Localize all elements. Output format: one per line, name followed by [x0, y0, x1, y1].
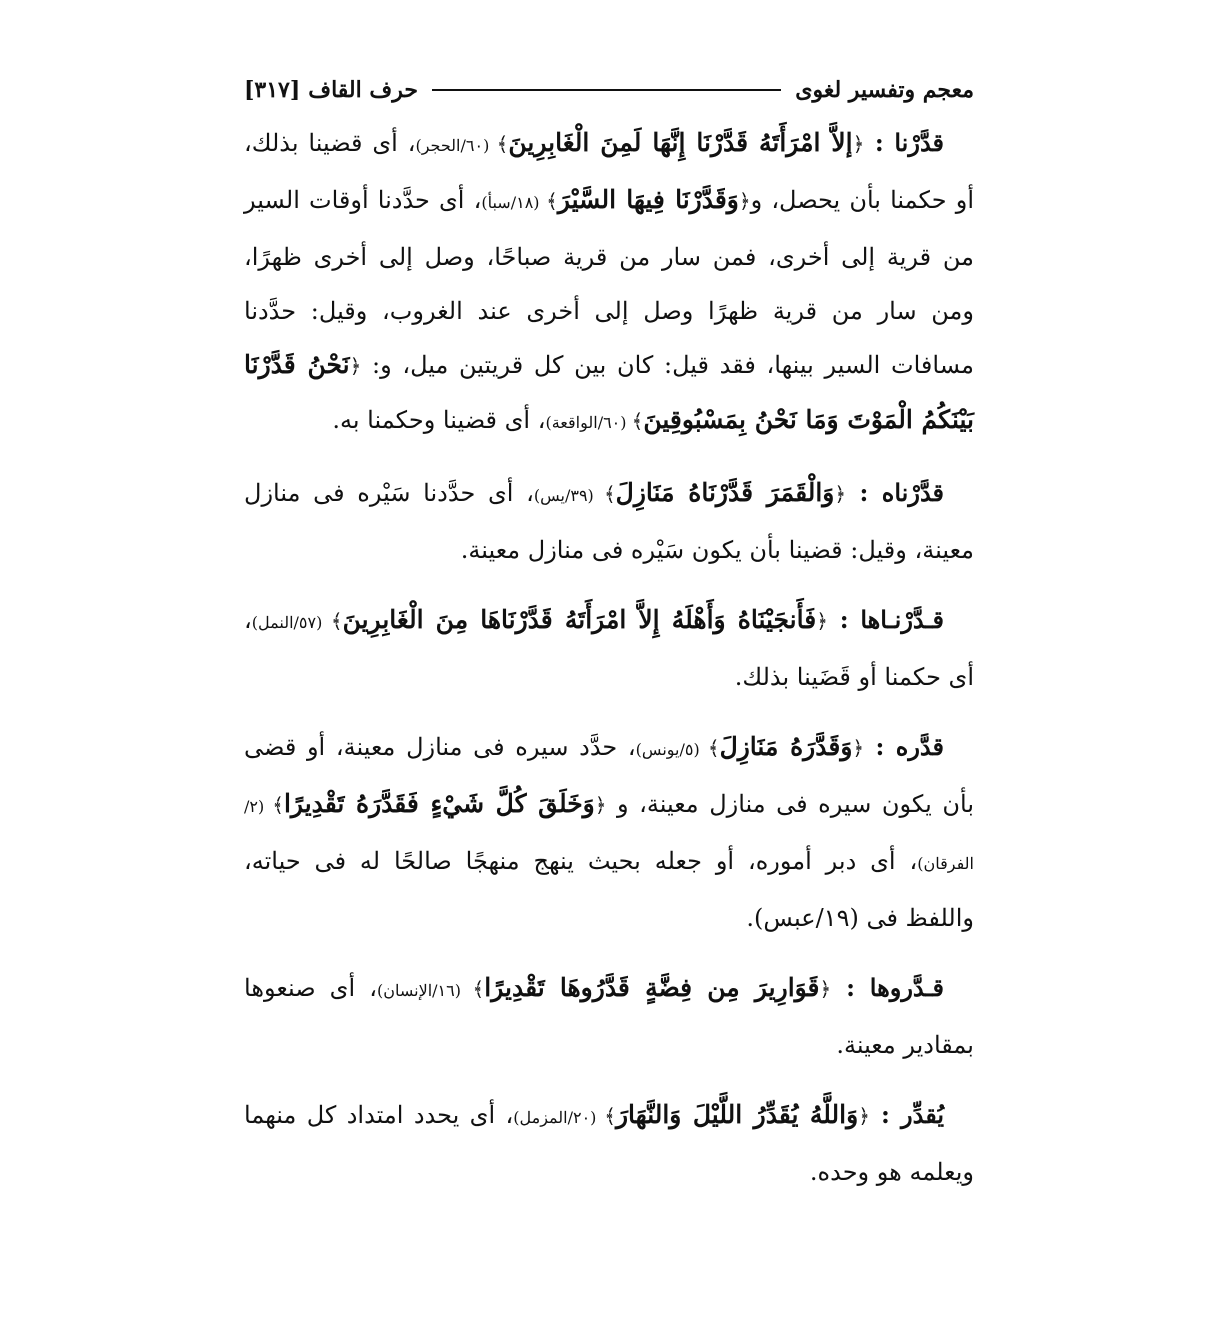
header-rule [432, 89, 781, 91]
headword-colon: : [831, 973, 870, 1002]
headword-colon: : [869, 1100, 902, 1129]
headword: يُقدِّر [901, 1100, 945, 1129]
definition-text: ، أى يحدد امتداد كل منهما ويعلمه هو وحده. [244, 1101, 974, 1186]
headword: قدَّرْناه [881, 478, 945, 507]
quran-verse: قَوَارِيرَ مِن فِضَّةٍ قَدَّرُوهَا تَقْدِيرًا [484, 973, 820, 1002]
quran-verse: وَخَلَقَ كُلَّ شَيْءٍ فَقَدَّرَهُ تَقْدِيرًا [283, 789, 595, 818]
definition-text: ، أى دبر أموره، أو جعله بحيث ينهج منهجًا صالحًا له فى حياته، واللفظ فى (١٩/عبس). [244, 847, 974, 932]
quran-verse: وَقَدَّرْنَا فِيهَا السَّيْرَ [557, 185, 739, 214]
headword-colon: : [846, 478, 882, 507]
page-number: [٣١٧] [244, 77, 301, 103]
ornate-bracket-open: ﴿ [738, 189, 751, 213]
ornate-bracket-close: ﴾ [604, 1104, 616, 1128]
ornate-bracket-open: ﴿ [834, 482, 847, 506]
dictionary-entry [244, 116, 974, 450]
dictionary-entry [244, 466, 974, 577]
dictionary-entry [244, 1088, 974, 1199]
ornate-bracket-open: ﴿ [816, 609, 828, 633]
headword: قـدَّرْنـاها [860, 605, 945, 634]
quran-verse: فَأَنجَيْنَاهُ وَأَهْلَهُ إِلاَّ امْرَأَتَهُ قَدَّرْنَاهَا مِنَ الْغَابِرِينَ [342, 605, 817, 634]
ornate-bracket-close: ﴾ [631, 409, 644, 433]
headword-colon: : [827, 605, 861, 634]
verse-reference: (٦٠/الحجر) [415, 136, 497, 155]
ornate-bracket-open: ﴿ [819, 977, 832, 1001]
dictionary-body [244, 116, 974, 1215]
chapter-title: حرف القاف [308, 77, 418, 103]
ornate-bracket-close: ﴾ [496, 132, 509, 156]
quran-verse: نَحْنُ قَدَّرْنَا بَيْنَكُمُ الْمَوْتَ وَمَا نَحْنُ بِمَسْبُوقِينَ [244, 350, 974, 434]
verse-reference: (٥/يونس) [635, 740, 708, 759]
ornate-bracket-close: ﴾ [546, 189, 558, 213]
quran-verse: وَقَدَّرَهُ مَنَازِلَ [719, 732, 853, 761]
verse-reference: (١٦/الإنسان) [376, 981, 473, 1000]
book-title: معجم وتفسير لغوى [795, 77, 974, 103]
quran-verse: وَاللَّهُ يُقَدِّرُ اللَّيْلَ وَالنَّهَارَ [615, 1100, 859, 1129]
definition-text: ، أى صنعوها بمقادير معينة. [244, 974, 974, 1059]
ornate-bracket-open: ﴿ [852, 132, 865, 156]
definition-text: ، أى حكمنا أو قَضَينا بذلك. [244, 606, 974, 691]
verse-reference: (٣٩/يس) [533, 486, 604, 505]
definition-text: ، أى قضينا وحكمنا به. [332, 406, 546, 434]
dictionary-entry [244, 961, 974, 1072]
headword: قـدَّروها [869, 973, 945, 1002]
verse-reference: (١٨/سبأ) [481, 193, 547, 212]
ornate-bracket-open: ﴿ [858, 1104, 870, 1128]
definition-text: ، أى قضينا بذلك، أو حكمنا بأن يحصل، و [244, 129, 974, 214]
headword: قدَّرْنا [894, 128, 945, 157]
quran-verse: إلاَّ امْرَأَتَهُ قَدَّرْنَا إِنَّهَا لَمِنَ الْغَابِرِينَ [508, 128, 853, 157]
running-header [244, 70, 974, 110]
verse-reference: (٥٧/النمل) [251, 613, 331, 632]
dictionary-entry [244, 593, 974, 704]
ornate-bracket-close: ﴾ [472, 977, 485, 1001]
ornate-bracket-close: ﴾ [272, 793, 284, 817]
ornate-bracket-open: ﴿ [852, 736, 865, 760]
ornate-bracket-close: ﴾ [707, 736, 720, 760]
definition-text: ، حدَّد سيره فى منازل معينة، أو قضى بأن يكون سيره فى منازل معينة، و [244, 733, 975, 818]
quran-verse: وَالْقَمَرَ قَدَّرْنَاهُ مَنَازِلَ [615, 478, 835, 507]
ornate-bracket-close: ﴾ [330, 609, 343, 633]
headword-colon: : [864, 128, 895, 157]
ornate-bracket-open: ﴿ [594, 793, 607, 817]
verse-reference: (٦٠/الواقعة) [545, 413, 632, 432]
ornate-bracket-close: ﴾ [603, 482, 616, 506]
definition-text: ، أى حدَّدنا أوقات السير من قرية إلى أخرى، فمن سار من قرية صباحًا، وصل إلى أخرى ظهرًا، ومن سار من قرية ظهرًا وصل إلى أخرى عند الغروب، وقيل: حدَّدنا مسافات السير بينها، فقد قيل: كان بين كل قريتين ميل، و: [244, 186, 974, 379]
headword-colon: : [864, 732, 896, 761]
definition-text: ، أى حدَّدنا سَيْره فى منازل معينة، وقيل: قضينا بأن يكون سَيْره فى منازل معينة. [244, 479, 974, 564]
verse-reference: (٢٠/المزمل) [513, 1108, 605, 1127]
ornate-bracket-open: ﴿ [349, 354, 362, 378]
dictionary-entry [244, 720, 974, 945]
headword: قدَّره [895, 732, 944, 761]
verse-reference: (٢/الفرقان) [244, 797, 974, 873]
